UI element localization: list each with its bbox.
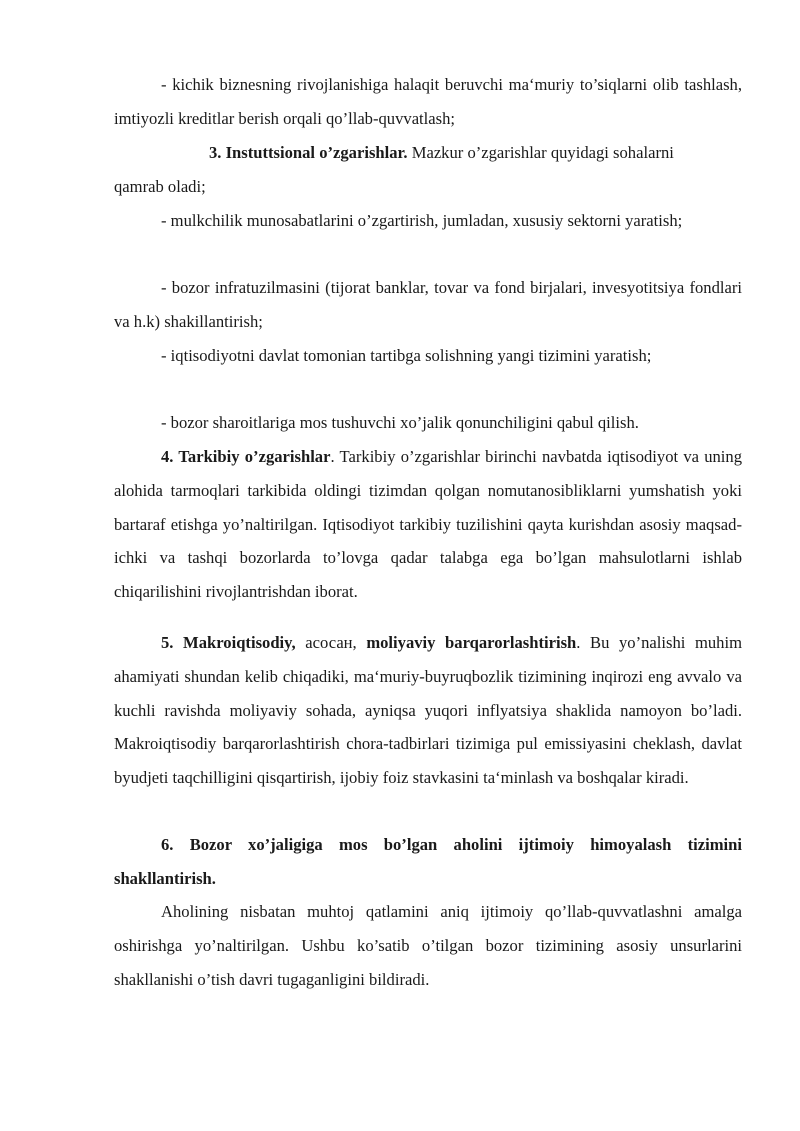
section-4-text: . Tarkibiy o’zgarishlar birinchi navbatda iqtisodiyot va uning alohida tarmoqlari tarkibida oldingi tizimdan qolgan nomutanosibliklarni yumshatish yoki bartaraf etishga yo’naltirilgan. Iqtisodiyot tarkibiy tuzilishini qayta kurishdan asosiy maqsad-ichki va tashqi bozorlarda to’lovga qadar talabga ega bo’lgan mahsulotlarni ishlab chiqarilishini rivojlantrishdan iborat. [114,447,742,602]
bullet-text: - bozor infratuzilmasini (tijorat banklar, tovar va fond birjalari, invesyotitsiya fondlari va h.k) shakillantirish; [114,278,742,331]
section-6-text: Aholining nisbatan muhtoj qatlamini aniq ijtimoiy qo’llab-quvvatlashni amalga oshirishga yo’naltirilgan. Ushbu ko’satib o’tilgan bozor tizimining asosiy unsurlarini shakllanishi o’tish davri tugaganligini bildiradi. [114,902,742,989]
section-5-heading-a: 5. Makroiqtisodiy, [161,633,296,652]
section-3-line [114,136,742,170]
section-5-text: . Bu yo’nalishi muhim ahamiyati shundan kelib chiqadiki, ma‘muriy-buyruqbozlik tizimining inqirozi eng avvalo va kuchli ravishda moliyaviy sohada, ayniqsa yuqori inflyatsiya shaklida namoyon bo’ladi. Makroiqtisodiy barqarorlashtirish chora-tadbirlari tizimiga pul emissiyasini cheklash, davlat byudjeti taqchilligini qisqartirish, ijobiy foiz stavkasini ta‘minlash va boshqalar kiradi. [114,633,742,788]
paragraph-text: - kichik biznesning rivojlanishiga halaqit beruvchi ma‘muriy to’siqlarni olib tashlash, imtiyozli kreditlar berish orqali qo’llab-quvvatlash; [114,75,742,128]
section-3-continuation-text: qamrab oladi; [114,177,206,196]
bullet-text: - bozor sharoitlariga mos tushuvchi xo’jalik qonunchiligini qabul qilish. [161,413,639,432]
bullet-legislation [114,406,742,440]
bullet-infrastructure [114,271,742,339]
section-3-heading: 3. Instuttsional o’zgarishlar. [209,143,408,162]
bullet-text: - iqtisodiyotni davlat tomonian tartibga solishning yangi tizimini yaratish; [161,346,652,365]
section-3-text: Mazkur o’zgarishlar quyidagi sohalarni [407,143,674,162]
bullet-ownership [114,204,742,238]
section-5-paragraph [114,626,742,795]
section-6-paragraph [114,895,742,996]
section-5-mid: асосан, [295,633,367,652]
section-4-heading: 4. Tarkibiy o’zgarishlar [161,447,331,466]
section-6-heading-paragraph [114,828,742,896]
section-4-paragraph [114,440,742,609]
paragraph-small-business [114,68,742,136]
section-5-heading-b: moliyaviy barqarorlashtirish [366,633,577,652]
bullet-text: - mulkchilik munosabatlarini o’zgartirish, jumladan, xususiy sektorni yaratish; [161,211,683,230]
section-6-heading: 6. Bozor xo’jaligiga mos bo’lgan aholini ijtimoiy himoyalash tizimini shakllantirish. [114,835,742,888]
section-3-continuation [114,170,742,204]
bullet-regulation [114,339,742,373]
